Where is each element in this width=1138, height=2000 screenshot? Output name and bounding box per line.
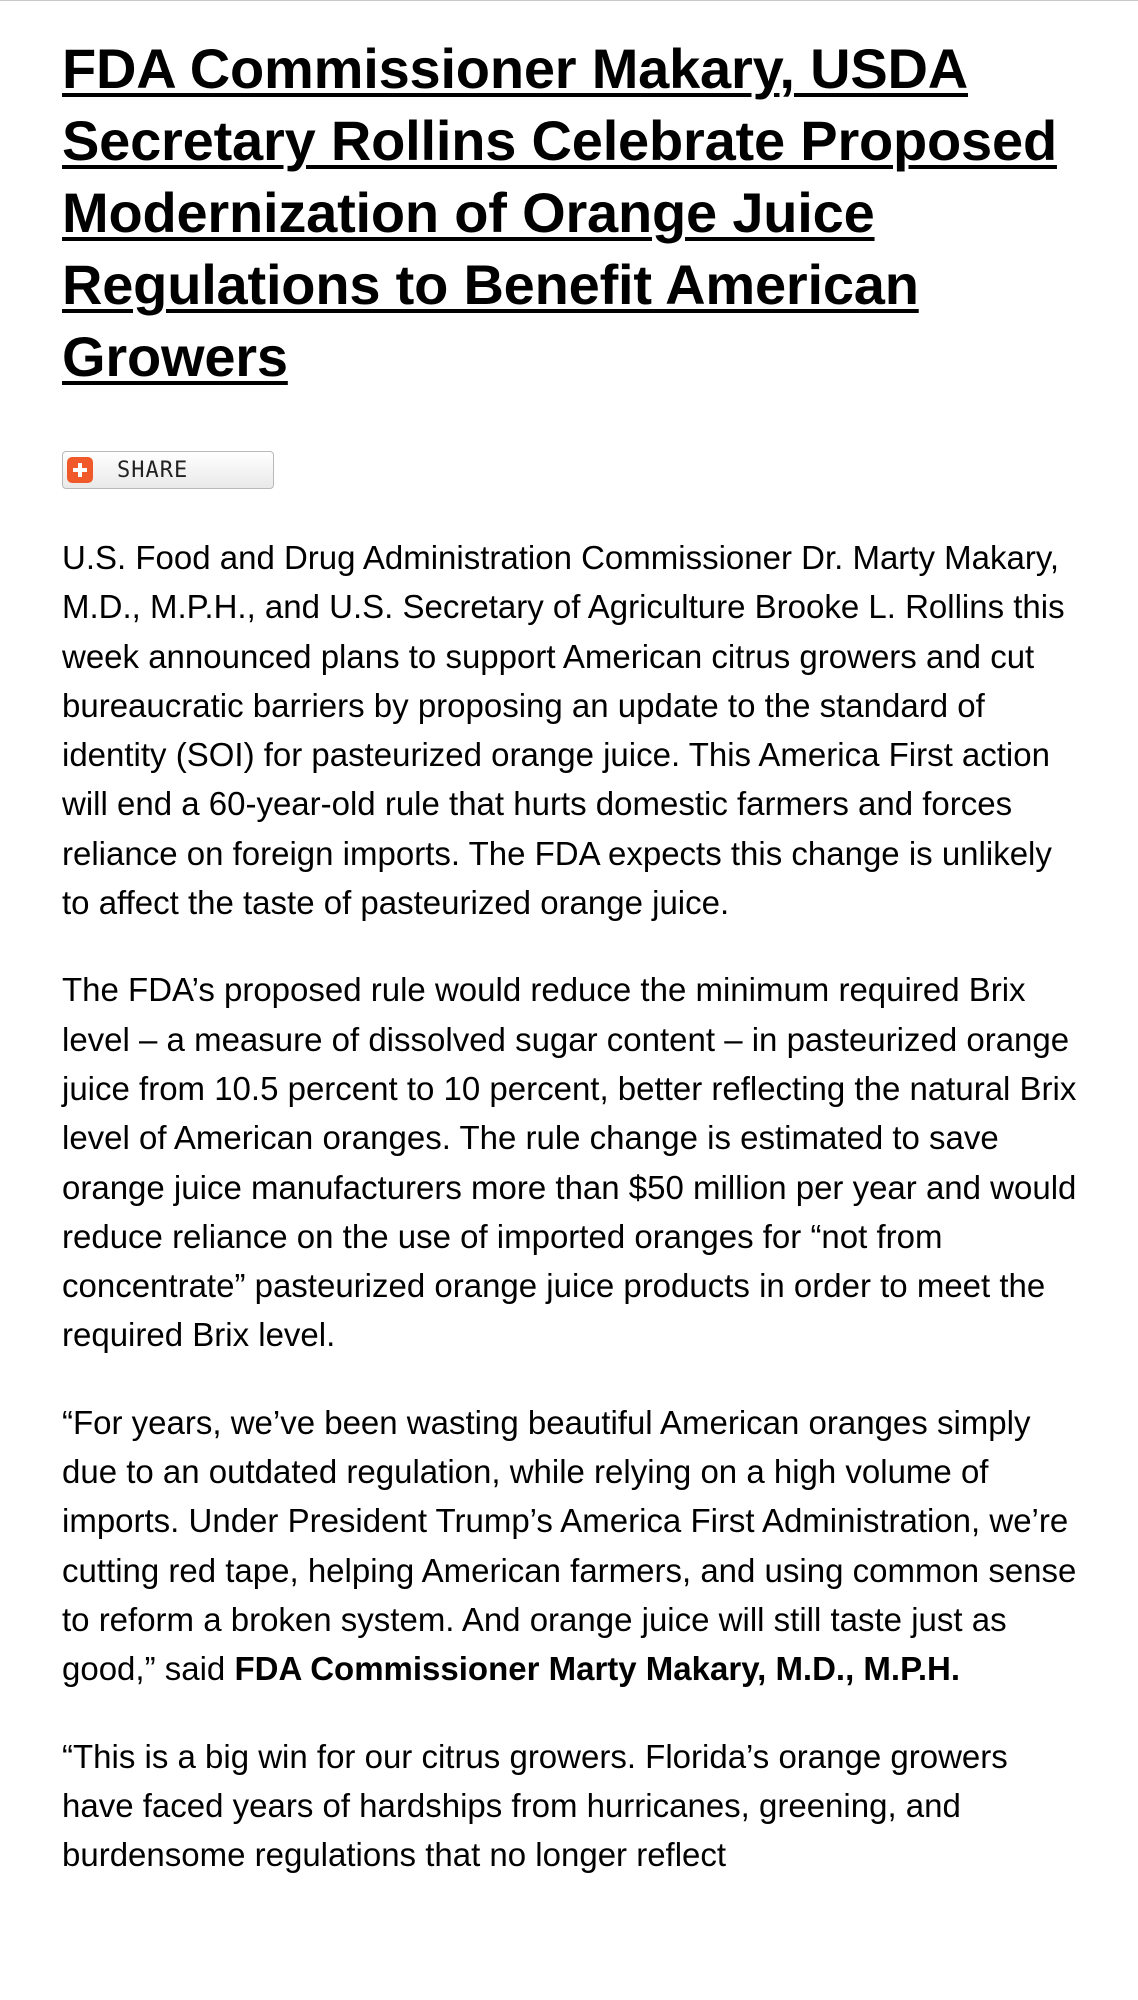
quote-text: “For years, we’ve been wasting beautiful American oranges simply due to an outdated regulation, while relying on a high volume of imports. Under President Trump’s America First Administration, we’re cutting red tape, helping American farmers, and using common sense to reform a broken system. And orange juice will still taste just as good,” said bbox=[62, 1403, 1077, 1688]
press-release-article bbox=[62, 33, 1082, 1879]
article-paragraph-3 bbox=[62, 1398, 1082, 1694]
top-divider bbox=[0, 0, 1138, 1]
article-paragraph-1: U.S. Food and Drug Administration Commissioner Dr. Marty Makary, M.D., M.P.H., and U.S. Secretary of Agriculture Brooke L. Rollins this week announced plans to support American citrus growers and cut bureaucratic barriers by proposing an update to the standard of identity (SOI) for pasteurized orange juice. This America First action will end a 60-year-old rule that hurts domestic farmers and forces reliance on foreign imports. The FDA expects this change is unlikely to affect the taste of pasteurized orange juice. bbox=[62, 539, 1065, 922]
article-paragraph-4: “This is a big win for our citrus growers. Florida’s orange growers have faced years of hardships from hurricanes, greening, and burdensome regulations that no longer reflect bbox=[62, 1737, 1008, 1874]
article-headline-link[interactable]: FDA Commissioner Makary, USDA Secretary Rollins Celebrate Proposed Modernization of Orange Juice Regulations to Benefit American Growers bbox=[62, 37, 1057, 388]
share-label: SHARE bbox=[117, 457, 189, 483]
article-paragraph-2: The FDA’s proposed rule would reduce the minimum required Brix level – a measure of dissolved sugar content – in pasteurized orange juice from 10.5 percent to 10 percent, better reflecting the natural Brix level of American oranges. The rule change is estimated to save orange juice manufacturers more than $50 million per year and would reduce reliance on the use of imported oranges for “not from concentrate” pasteurized orange juice products in order to meet the required Brix level. bbox=[62, 971, 1077, 1354]
share-bar bbox=[62, 451, 1082, 493]
quote-attribution: FDA Commissioner Marty Makary, M.D., M.P.H. bbox=[234, 1650, 961, 1688]
plus-icon bbox=[67, 457, 93, 483]
share-button[interactable] bbox=[62, 451, 274, 489]
